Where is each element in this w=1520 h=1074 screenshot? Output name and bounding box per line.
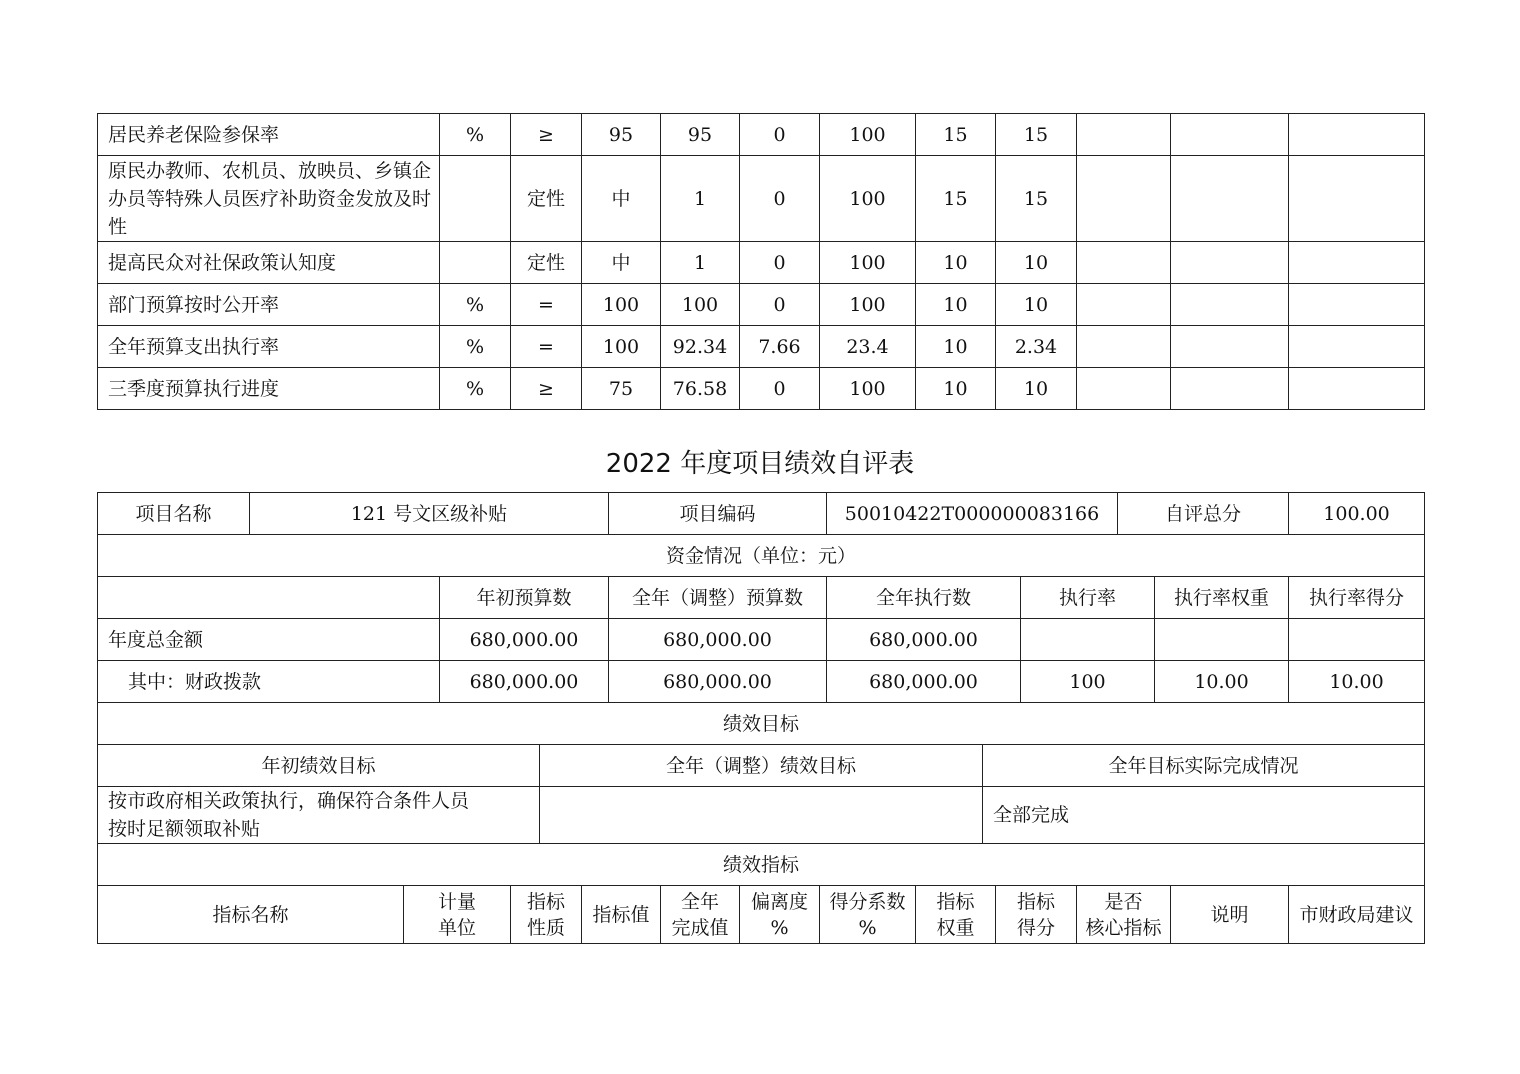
indicator-advice (1289, 114, 1425, 156)
indicator-score: 10 (996, 368, 1077, 410)
indicator-actual: 92.34 (661, 326, 740, 368)
indicator-unit: % (440, 326, 511, 368)
goals-section-title: 绩效目标 (98, 703, 1425, 745)
funds-header-executed: 全年执行数 (827, 577, 1021, 619)
funds-executed: 680,000.00 (827, 661, 1021, 703)
indicator-header-cell: 全年 完成值 (661, 886, 740, 944)
goals-header-adjusted: 全年（调整）绩效目标 (540, 745, 983, 787)
goals-header-row (98, 745, 1425, 787)
indicator-unit: % (440, 284, 511, 326)
indicators-section-title: 绩效指标 (98, 844, 1425, 886)
indicator-table-continued (97, 113, 1425, 410)
indicator-target: 100 (582, 284, 661, 326)
indicator-actual: 1 (661, 242, 740, 284)
self-score-value: 100.00 (1289, 493, 1425, 535)
funds-section-title: 资金情况（单位：元） (98, 535, 1425, 577)
indicator-advice (1289, 242, 1425, 284)
indicator-deviation: 7.66 (740, 326, 820, 368)
indicator-coef: 23.4 (820, 326, 916, 368)
indicator-advice (1289, 284, 1425, 326)
indicator-name: 提高民众对社保政策认知度 (98, 242, 440, 284)
indicator-coef: 100 (820, 156, 916, 242)
goals-header-actual: 全年目标实际完成情况 (983, 745, 1425, 787)
indicator-core (1077, 368, 1171, 410)
page-title: 2022 年度项目绩效自评表 (605, 449, 915, 479)
indicator-weight: 15 (916, 156, 996, 242)
funds-executed: 680,000.00 (827, 619, 1021, 661)
indicator-coef: 100 (820, 368, 916, 410)
funds-weight (1155, 619, 1289, 661)
funds-header-blank (98, 577, 440, 619)
funds-header-adjusted: 全年（调整）预算数 (609, 577, 827, 619)
indicator-header-cell: 指标 得分 (996, 886, 1077, 944)
goals-adjusted-text (540, 787, 983, 844)
indicator-deviation: 0 (740, 114, 820, 156)
indicator-core (1077, 326, 1171, 368)
indicator-actual: 100 (661, 284, 740, 326)
funds-header-score: 执行率得分 (1289, 577, 1425, 619)
goals-content-row (98, 787, 1425, 844)
indicator-coef: 100 (820, 242, 916, 284)
indicator-coef: 100 (820, 284, 916, 326)
funds-rate: 100 (1021, 661, 1155, 703)
funds-score: 10.00 (1289, 661, 1425, 703)
funds-row-fiscal (98, 661, 1425, 703)
indicator-name: 居民养老保险参保率 (98, 114, 440, 156)
indicator-header-cell: 指标名称 (98, 886, 404, 944)
indicator-unit (440, 242, 511, 284)
indicator-note (1171, 368, 1289, 410)
self-score-label: 自评总分 (1118, 493, 1289, 535)
indicator-actual: 76.58 (661, 368, 740, 410)
project-code-value: 50010422T000000083166 (827, 493, 1118, 535)
project-info-row (98, 493, 1425, 535)
funds-score (1289, 619, 1425, 661)
project-code-label: 项目编码 (609, 493, 827, 535)
indicator-target: 100 (582, 326, 661, 368)
funds-adjusted: 680,000.00 (609, 619, 827, 661)
indicator-weight: 10 (916, 242, 996, 284)
goals-header-initial: 年初绩效目标 (98, 745, 540, 787)
indicator-unit: % (440, 114, 511, 156)
project-name-value: 121 号文区级补贴 (250, 493, 609, 535)
indicator-header-cell: 计量 单位 (404, 886, 511, 944)
indicator-weight: 10 (916, 284, 996, 326)
indicator-header-cell: 指标 性质 (511, 886, 582, 944)
indicator-nature: ≥ (511, 114, 582, 156)
indicator-actual: 1 (661, 156, 740, 242)
indicator-score: 15 (996, 114, 1077, 156)
indicator-nature: = (511, 284, 582, 326)
indicator-advice (1289, 368, 1425, 410)
indicator-core (1077, 284, 1171, 326)
indicator-header-cell: 偏离度 % (740, 886, 820, 944)
funds-row-label: 年度总金额 (98, 619, 440, 661)
indicator-header-cell: 市财政局建议 (1289, 886, 1425, 944)
indicator-target: 中 (582, 242, 661, 284)
indicator-note (1171, 284, 1289, 326)
funds-initial: 680,000.00 (440, 619, 609, 661)
goals-actual-text: 全部完成 (983, 787, 1425, 844)
funds-header-weight: 执行率权重 (1155, 577, 1289, 619)
indicator-score: 2.34 (996, 326, 1077, 368)
indicator-advice (1289, 326, 1425, 368)
indicator-row (98, 156, 1425, 242)
indicator-header-cell: 得分系数 % (820, 886, 916, 944)
indicator-name: 全年预算支出执行率 (98, 326, 440, 368)
indicator-note (1171, 242, 1289, 284)
indicator-row (98, 242, 1425, 284)
funds-weight: 10.00 (1155, 661, 1289, 703)
funds-row-total (98, 619, 1425, 661)
indicator-header-cell: 指标值 (582, 886, 661, 944)
funds-header-rate: 执行率 (1021, 577, 1155, 619)
indicator-actual: 95 (661, 114, 740, 156)
indicator-score: 10 (996, 284, 1077, 326)
indicator-header-row (98, 886, 1425, 944)
project-name-label: 项目名称 (98, 493, 250, 535)
project-performance-table (97, 492, 1425, 886)
indicator-score: 10 (996, 242, 1077, 284)
indicator-deviation: 0 (740, 242, 820, 284)
indicator-header-cell: 说明 (1171, 886, 1289, 944)
indicator-score: 15 (996, 156, 1077, 242)
indicator-row (98, 326, 1425, 368)
indicator-header-cell: 指标 权重 (916, 886, 996, 944)
indicator-deviation: 0 (740, 284, 820, 326)
goals-initial-text: 按市政府相关政策执行，确保符合条件人员 按时足额领取补贴 (98, 787, 540, 844)
indicator-target: 中 (582, 156, 661, 242)
indicator-name: 部门预算按时公开率 (98, 284, 440, 326)
indicator-header-table (97, 885, 1425, 944)
indicator-core (1077, 114, 1171, 156)
indicator-unit (440, 156, 511, 242)
indicator-weight: 15 (916, 114, 996, 156)
funds-adjusted: 680,000.00 (609, 661, 827, 703)
funds-row-label: 其中：财政拨款 (98, 661, 440, 703)
indicator-target: 75 (582, 368, 661, 410)
indicator-note (1171, 156, 1289, 242)
funds-rate (1021, 619, 1155, 661)
indicator-weight: 10 (916, 368, 996, 410)
indicator-weight: 10 (916, 326, 996, 368)
indicator-nature: 定性 (511, 156, 582, 242)
indicator-note (1171, 114, 1289, 156)
indicator-deviation: 0 (740, 368, 820, 410)
indicator-target: 95 (582, 114, 661, 156)
funds-initial: 680,000.00 (440, 661, 609, 703)
indicator-nature: = (511, 326, 582, 368)
indicator-row (98, 368, 1425, 410)
indicator-row (98, 284, 1425, 326)
funds-header-initial: 年初预算数 (440, 577, 609, 619)
indicator-name: 原民办教师、农机员、放映员、乡镇企办员等特殊人员医疗补助资金发放及时性 (98, 156, 440, 242)
indicator-row (98, 114, 1425, 156)
indicator-core (1077, 242, 1171, 284)
indicator-advice (1289, 156, 1425, 242)
indicator-unit: % (440, 368, 511, 410)
indicator-name: 三季度预算执行进度 (98, 368, 440, 410)
indicator-note (1171, 326, 1289, 368)
indicator-nature: 定性 (511, 242, 582, 284)
funds-header-row (98, 577, 1425, 619)
indicator-deviation: 0 (740, 156, 820, 242)
indicator-coef: 100 (820, 114, 916, 156)
indicator-nature: ≥ (511, 368, 582, 410)
indicator-header-cell: 是否 核心指标 (1077, 886, 1171, 944)
indicator-core (1077, 156, 1171, 242)
